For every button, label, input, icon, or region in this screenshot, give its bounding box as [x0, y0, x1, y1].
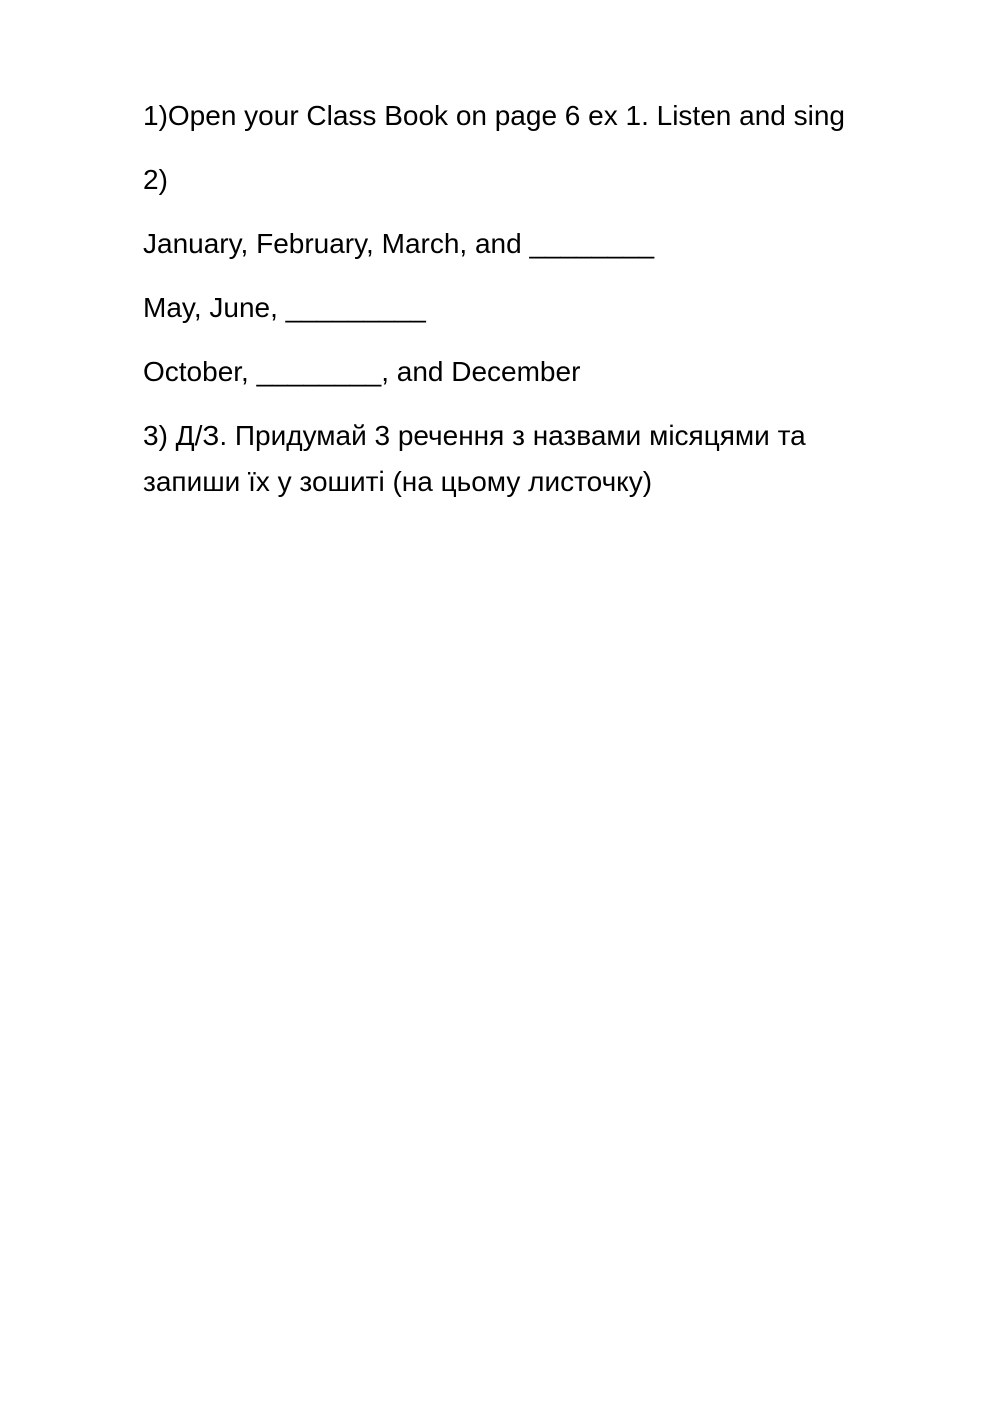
task-3-instruction-line-1: 3) Д/З. Придумай 3 речення з назвами місяцями та [143, 420, 806, 451]
task-1-instruction: 1)Open your Class Book on page 6 ex 1. Listen and sing [143, 100, 845, 131]
fill-in-line-1: January, February, March, and ________ [143, 228, 655, 259]
task-2-label: 2) [143, 164, 168, 195]
task-3-instruction-line-2: запиши їх у зошиті (на цьому листочку) [143, 466, 653, 497]
fill-in-line-3: October, ________, and December [143, 356, 581, 387]
fill-in-line-2: May, June, _________ [143, 292, 426, 323]
